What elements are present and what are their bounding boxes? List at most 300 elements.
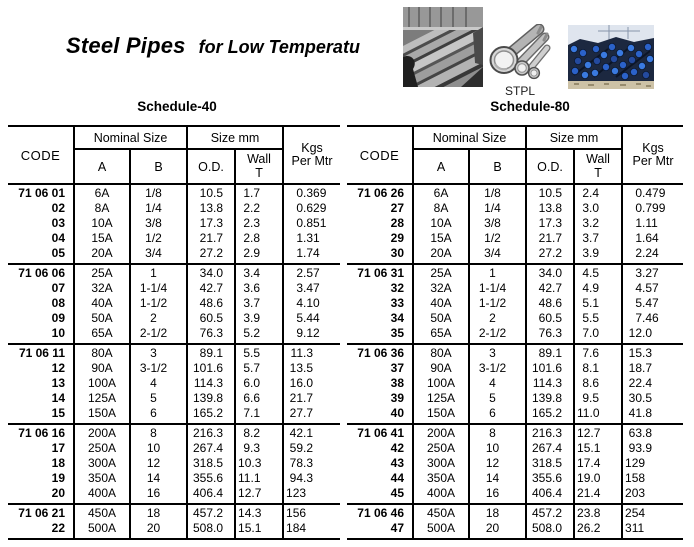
cell-code: 09 — [51, 311, 65, 325]
cell-nominal-a: 125A — [74, 391, 130, 406]
cell-kgs-per-mtr: 158 — [622, 471, 683, 486]
cell-wall-t-mm: 5.2 — [235, 326, 283, 344]
cell-wall-t-mm: 3.6 — [235, 281, 283, 296]
cell-nominal-b: 1-1/4 — [469, 281, 526, 296]
cell-nominal-a: 100A — [74, 376, 130, 391]
cell-od-mm: 17.3 — [187, 216, 235, 231]
cell-od-mm: 101.6 — [187, 361, 235, 376]
cell-kgs-per-mtr: 123 — [283, 486, 340, 504]
pipe-row — [8, 376, 340, 391]
cell-od-mm: 13.8 — [187, 201, 235, 216]
header-size-mm: Size mm — [526, 126, 622, 149]
cell-kgs-per-mtr: 4.10 — [283, 296, 340, 311]
pipe-bundle-photo — [489, 24, 551, 84]
cell-code: 07 — [51, 281, 65, 295]
cell-wall-t-mm: 8.2 — [235, 424, 283, 441]
cell-kgs-per-mtr: 0.629 — [283, 201, 340, 216]
cell-kgs-per-mtr: 18.7 — [622, 361, 683, 376]
pipe-row — [8, 406, 340, 424]
cell-od-mm: 60.5 — [187, 311, 235, 326]
pipe-row — [347, 441, 683, 456]
cell-wall-t-mm: 7.1 — [235, 406, 283, 424]
pipe-size-group — [347, 504, 683, 539]
cell-nominal-b: 8 — [469, 424, 526, 441]
cell-wall-t-mm: 2.8 — [235, 231, 283, 246]
cell-od-mm: 457.2 — [187, 504, 235, 521]
cell-code: 30 — [390, 246, 404, 260]
cell-od-mm: 76.3 — [526, 326, 574, 344]
cell-kgs-per-mtr: 1.11 — [622, 216, 683, 231]
cell-code: 71 06 16 — [18, 426, 65, 440]
cell-nominal-b: 2-1/2 — [469, 326, 526, 344]
cell-code: 71 06 06 — [18, 266, 65, 280]
cell-od-mm: 508.0 — [187, 521, 235, 539]
cell-od-mm: 101.6 — [526, 361, 574, 376]
pipe-row — [8, 246, 340, 264]
cell-kgs-per-mtr: 2.57 — [283, 264, 340, 281]
cell-nominal-b: 3 — [469, 344, 526, 361]
pipe-row — [8, 184, 340, 201]
cell-wall-t-mm: 5.7 — [235, 361, 283, 376]
cell-nominal-a: 25A — [74, 264, 130, 281]
page-title-subtitle: for Low Temperatu — [198, 37, 360, 57]
cell-nominal-b: 3 — [130, 344, 187, 361]
cell-kgs-per-mtr: 7.46 — [622, 311, 683, 326]
cell-nominal-b: 1/4 — [469, 201, 526, 216]
pipe-row — [8, 216, 340, 231]
cell-od-mm: 76.3 — [187, 326, 235, 344]
pipe-row — [347, 344, 683, 361]
cell-nominal-a: 350A — [74, 471, 130, 486]
pipe-row — [347, 376, 683, 391]
cell-wall-t-mm: 17.4 — [574, 456, 622, 471]
cell-kgs-per-mtr: 13.5 — [283, 361, 340, 376]
cell-od-mm: 355.6 — [187, 471, 235, 486]
cell-od-mm: 60.5 — [526, 311, 574, 326]
cell-od-mm: 27.2 — [526, 246, 574, 264]
warehouse-pipes-photo — [403, 7, 483, 87]
pipe-row — [8, 326, 340, 344]
pipe-row — [347, 264, 683, 281]
cell-od-mm: 34.0 — [187, 264, 235, 281]
pipe-size-group — [347, 424, 683, 504]
cell-kgs-per-mtr: 12.0 — [622, 326, 683, 344]
pipe-row — [347, 471, 683, 486]
cell-od-mm: 406.4 — [526, 486, 574, 504]
cell-nominal-a: 15A — [74, 231, 130, 246]
cell-kgs-per-mtr: 203 — [622, 486, 683, 504]
cell-nominal-b: 14 — [469, 471, 526, 486]
cell-nominal-a: 150A — [413, 406, 469, 424]
header-a: A — [74, 149, 130, 184]
cell-wall-t-mm: 8.1 — [574, 361, 622, 376]
cell-wall-t-mm: 4.5 — [574, 264, 622, 281]
cell-od-mm: 13.8 — [526, 201, 574, 216]
cell-kgs-per-mtr: 1.31 — [283, 231, 340, 246]
cell-od-mm: 10.5 — [187, 184, 235, 201]
cell-nominal-b: 5 — [469, 391, 526, 406]
cell-nominal-a: 8A — [74, 201, 130, 216]
cell-nominal-b: 1/4 — [130, 201, 187, 216]
cell-code: 13 — [51, 376, 65, 390]
header-code: CODE — [20, 147, 61, 163]
pipe-row — [347, 201, 683, 216]
cell-od-mm: 27.2 — [187, 246, 235, 264]
cell-wall-t-mm: 2.2 — [235, 201, 283, 216]
cell-wall-t-mm: 5.1 — [574, 296, 622, 311]
cell-od-mm: 48.6 — [526, 296, 574, 311]
cell-nominal-b: 12 — [469, 456, 526, 471]
cell-nominal-a: 500A — [413, 521, 469, 539]
cell-nominal-b: 10 — [130, 441, 187, 456]
pipe-row — [8, 231, 340, 246]
cell-wall-t-mm: 11.1 — [235, 471, 283, 486]
cell-od-mm: 17.3 — [526, 216, 574, 231]
cell-wall-t-mm: 5.5 — [235, 344, 283, 361]
cell-nominal-a: 40A — [413, 296, 469, 311]
cell-nominal-a: 10A — [413, 216, 469, 231]
cell-nominal-b: 14 — [130, 471, 187, 486]
pipe-row — [347, 486, 683, 504]
header-nominal-size: Nominal Size — [74, 126, 187, 149]
cell-od-mm: 21.7 — [526, 231, 574, 246]
blue-pipes-photo — [568, 25, 654, 89]
pipe-row — [347, 184, 683, 201]
cell-kgs-per-mtr: 21.7 — [283, 391, 340, 406]
cell-nominal-b: 16 — [130, 486, 187, 504]
cell-od-mm: 48.6 — [187, 296, 235, 311]
pipe-row — [8, 424, 340, 441]
cell-od-mm: 89.1 — [526, 344, 574, 361]
header-a: A — [413, 149, 469, 184]
cell-wall-t-mm: 9.5 — [574, 391, 622, 406]
cell-od-mm: 114.3 — [526, 376, 574, 391]
cell-nominal-a: 50A — [413, 311, 469, 326]
header-od: O.D. — [187, 149, 235, 184]
header-b: B — [469, 149, 526, 184]
cell-code: 18 — [51, 456, 65, 470]
pipe-size-group — [347, 344, 683, 424]
schedule-40-label: Schedule-40 — [137, 99, 217, 114]
cell-wall-t-mm: 3.4 — [235, 264, 283, 281]
cell-nominal-a: 450A — [74, 504, 130, 521]
pipe-row — [8, 264, 340, 281]
cell-nominal-a: 65A — [413, 326, 469, 344]
cell-kgs-per-mtr: 0.479 — [622, 184, 683, 201]
cell-wall-t-mm: 1.7 — [235, 184, 283, 201]
cell-kgs-per-mtr: 63.8 — [622, 424, 683, 441]
cell-nominal-a: 350A — [413, 471, 469, 486]
cell-od-mm: 42.7 — [187, 281, 235, 296]
cell-kgs-per-mtr: 1.64 — [622, 231, 683, 246]
cell-nominal-b: 10 — [469, 441, 526, 456]
cell-nominal-b: 20 — [130, 521, 187, 539]
cell-nominal-a: 80A — [74, 344, 130, 361]
cell-od-mm: 267.4 — [526, 441, 574, 456]
pipe-row — [8, 441, 340, 456]
cell-nominal-a: 65A — [74, 326, 130, 344]
cell-wall-t-mm: 2.3 — [235, 216, 283, 231]
cell-nominal-a: 150A — [74, 406, 130, 424]
cell-code: 33 — [390, 296, 404, 310]
schedule-80-table — [347, 125, 683, 540]
cell-code: 04 — [51, 231, 65, 245]
pipe-row — [347, 246, 683, 264]
pipe-size-group — [347, 264, 683, 344]
cell-code: 40 — [390, 406, 404, 420]
pipe-row — [347, 216, 683, 231]
cell-code: 71 06 36 — [357, 346, 404, 360]
cell-kgs-per-mtr: 4.57 — [622, 281, 683, 296]
cell-nominal-a: 8A — [413, 201, 469, 216]
cell-kgs-per-mtr: 5.47 — [622, 296, 683, 311]
cell-code: 19 — [51, 471, 65, 485]
cell-code: 47 — [390, 521, 404, 535]
cell-kgs-per-mtr: 27.7 — [283, 406, 340, 424]
cell-code: 27 — [390, 201, 404, 215]
cell-wall-t-mm: 3.7 — [235, 296, 283, 311]
cell-kgs-per-mtr: 59.2 — [283, 441, 340, 456]
cell-code: 71 06 21 — [18, 506, 65, 520]
cell-nominal-a: 200A — [74, 424, 130, 441]
cell-wall-t-mm: 23.8 — [574, 504, 622, 521]
cell-od-mm: 139.8 — [526, 391, 574, 406]
cell-code: 03 — [51, 216, 65, 230]
cell-nominal-b: 1/2 — [130, 231, 187, 246]
header-size-mm: Size mm — [187, 126, 283, 149]
cell-kgs-per-mtr: 156 — [283, 504, 340, 521]
cell-wall-t-mm: 21.4 — [574, 486, 622, 504]
cell-nominal-b: 6 — [469, 406, 526, 424]
header-od: O.D. — [526, 149, 574, 184]
cell-wall-t-mm: 3.0 — [574, 201, 622, 216]
cell-kgs-per-mtr: 78.3 — [283, 456, 340, 471]
cell-nominal-a: 400A — [413, 486, 469, 504]
pipe-size-group — [8, 344, 340, 424]
cell-nominal-b: 1-1/2 — [469, 296, 526, 311]
cell-code: 45 — [390, 486, 404, 500]
cell-code: 10 — [51, 326, 65, 340]
cell-od-mm: 21.7 — [187, 231, 235, 246]
cell-nominal-a: 20A — [413, 246, 469, 264]
cell-wall-t-mm: 7.6 — [574, 344, 622, 361]
cell-nominal-b: 1/8 — [130, 184, 187, 201]
cell-kgs-per-mtr: 0.369 — [283, 184, 340, 201]
cell-kgs-per-mtr: 16.0 — [283, 376, 340, 391]
cell-nominal-b: 3/8 — [130, 216, 187, 231]
cell-kgs-per-mtr: 3.27 — [622, 264, 683, 281]
cell-kgs-per-mtr: 0.799 — [622, 201, 683, 216]
cell-kgs-per-mtr: 11.3 — [283, 344, 340, 361]
cell-code: 02 — [51, 201, 65, 215]
pipe-size-group — [8, 264, 340, 344]
cell-od-mm: 139.8 — [187, 391, 235, 406]
cell-code: 71 06 01 — [18, 186, 65, 200]
cell-nominal-b: 3/8 — [469, 216, 526, 231]
cell-kgs-per-mtr: 41.8 — [622, 406, 683, 424]
pipe-row — [347, 406, 683, 424]
cell-code: 29 — [390, 231, 404, 245]
cell-nominal-a: 50A — [74, 311, 130, 326]
cell-kgs-per-mtr: 22.4 — [622, 376, 683, 391]
stpl-caption: STPL — [504, 84, 535, 98]
cell-nominal-a: 40A — [74, 296, 130, 311]
cell-code: 44 — [390, 471, 404, 485]
cell-od-mm: 216.3 — [526, 424, 574, 441]
pipe-row — [347, 231, 683, 246]
cell-code: 43 — [390, 456, 404, 470]
cell-nominal-a: 500A — [74, 521, 130, 539]
cell-nominal-a: 6A — [413, 184, 469, 201]
cell-nominal-b: 2 — [469, 311, 526, 326]
cell-od-mm: 165.2 — [187, 406, 235, 424]
cell-wall-t-mm: 6.6 — [235, 391, 283, 406]
cell-code: 15 — [51, 406, 65, 420]
cell-nominal-a: 100A — [413, 376, 469, 391]
pipe-row — [347, 521, 683, 539]
header-b: B — [130, 149, 187, 184]
cell-od-mm: 114.3 — [187, 376, 235, 391]
pipe-row — [8, 311, 340, 326]
cell-code: 71 06 31 — [357, 266, 404, 280]
pipe-row — [8, 281, 340, 296]
cell-kgs-per-mtr: 1.74 — [283, 246, 340, 264]
pipe-row — [8, 391, 340, 406]
cell-wall-t-mm: 15.1 — [235, 521, 283, 539]
page-title — [66, 33, 360, 59]
table-header — [8, 126, 340, 184]
cell-wall-t-mm: 10.3 — [235, 456, 283, 471]
cell-nominal-a: 20A — [74, 246, 130, 264]
pipe-size-group — [347, 184, 683, 264]
cell-nominal-a: 250A — [413, 441, 469, 456]
cell-kgs-per-mtr: 2.24 — [622, 246, 683, 264]
cell-wall-t-mm: 11.0 — [574, 406, 622, 424]
cell-kgs-per-mtr: 93.9 — [622, 441, 683, 456]
pipe-row — [347, 281, 683, 296]
cell-nominal-b: 2-1/2 — [130, 326, 187, 344]
header-kgs-per-mtr: Kgs Per Mtr — [283, 126, 340, 184]
cell-wall-t-mm: 6.0 — [235, 376, 283, 391]
cell-nominal-a: 90A — [74, 361, 130, 376]
header-code: CODE — [359, 147, 400, 163]
cell-nominal-b: 12 — [130, 456, 187, 471]
cell-nominal-a: 400A — [74, 486, 130, 504]
cell-nominal-b: 1 — [469, 264, 526, 281]
table-header — [347, 126, 683, 184]
cell-nominal-b: 8 — [130, 424, 187, 441]
page-title-main: Steel Pipes — [66, 33, 186, 58]
cell-nominal-a: 32A — [413, 281, 469, 296]
cell-od-mm: 318.5 — [526, 456, 574, 471]
cell-nominal-b: 4 — [469, 376, 526, 391]
cell-code: 37 — [390, 361, 404, 375]
pipe-row — [8, 361, 340, 376]
cell-nominal-b: 2 — [130, 311, 187, 326]
cell-wall-t-mm: 19.0 — [574, 471, 622, 486]
schedule-80-label: Schedule-80 — [490, 99, 570, 114]
cell-wall-t-mm: 7.0 — [574, 326, 622, 344]
cell-wall-t-mm: 15.1 — [574, 441, 622, 456]
cell-nominal-a: 300A — [74, 456, 130, 471]
cell-nominal-a: 125A — [413, 391, 469, 406]
cell-wall-t-mm: 26.2 — [574, 521, 622, 539]
cell-od-mm: 406.4 — [187, 486, 235, 504]
cell-kgs-per-mtr: 5.44 — [283, 311, 340, 326]
cell-code: 42 — [390, 441, 404, 455]
cell-od-mm: 508.0 — [526, 521, 574, 539]
cell-nominal-a: 450A — [413, 504, 469, 521]
pipe-row — [8, 201, 340, 216]
cell-code: 34 — [390, 311, 404, 325]
pipe-row — [347, 424, 683, 441]
cell-nominal-b: 1-1/4 — [130, 281, 187, 296]
cell-nominal-b: 1/8 — [469, 184, 526, 201]
cell-code: 35 — [390, 326, 404, 340]
cell-nominal-b: 1-1/2 — [130, 296, 187, 311]
cell-code: 71 06 46 — [357, 506, 404, 520]
cell-od-mm: 457.2 — [526, 504, 574, 521]
cell-nominal-b: 4 — [130, 376, 187, 391]
cell-code: 22 — [51, 521, 65, 535]
pipe-row — [347, 391, 683, 406]
cell-code: 12 — [51, 361, 65, 375]
header-nominal-size: Nominal Size — [413, 126, 526, 149]
cell-kgs-per-mtr: 94.3 — [283, 471, 340, 486]
cell-kgs-per-mtr: 311 — [622, 521, 683, 539]
cell-nominal-a: 6A — [74, 184, 130, 201]
cell-wall-t-mm: 2.9 — [235, 246, 283, 264]
cell-od-mm: 10.5 — [526, 184, 574, 201]
cell-od-mm: 267.4 — [187, 441, 235, 456]
pipe-row — [347, 361, 683, 376]
cell-wall-t-mm: 5.5 — [574, 311, 622, 326]
cell-od-mm: 89.1 — [187, 344, 235, 361]
cell-kgs-per-mtr: 9.12 — [283, 326, 340, 344]
pipe-row — [8, 471, 340, 486]
cell-nominal-b: 3-1/2 — [130, 361, 187, 376]
cell-wall-t-mm: 4.9 — [574, 281, 622, 296]
cell-kgs-per-mtr: 129 — [622, 456, 683, 471]
cell-nominal-b: 3/4 — [130, 246, 187, 264]
pipe-row — [347, 456, 683, 471]
pipe-size-group — [8, 424, 340, 504]
cell-kgs-per-mtr: 15.3 — [622, 344, 683, 361]
cell-od-mm: 42.7 — [526, 281, 574, 296]
cell-wall-t-mm: 3.9 — [235, 311, 283, 326]
pipe-row — [347, 326, 683, 344]
cell-code: 14 — [51, 391, 65, 405]
cell-code: 28 — [390, 216, 404, 230]
pipe-size-group — [8, 184, 340, 264]
cell-kgs-per-mtr: 184 — [283, 521, 340, 539]
cell-code: 39 — [390, 391, 404, 405]
cell-nominal-b: 1/2 — [469, 231, 526, 246]
cell-code: 38 — [390, 376, 404, 390]
header-kgs-per-mtr: Kgs Per Mtr — [622, 126, 683, 184]
cell-od-mm: 165.2 — [526, 406, 574, 424]
cell-nominal-a: 250A — [74, 441, 130, 456]
cell-kgs-per-mtr: 30.5 — [622, 391, 683, 406]
schedule-40-table — [8, 125, 340, 540]
cell-code: 05 — [51, 246, 65, 260]
cell-wall-t-mm: 9.3 — [235, 441, 283, 456]
cell-code: 71 06 41 — [357, 426, 404, 440]
pipe-row — [347, 296, 683, 311]
cell-wall-t-mm: 12.7 — [235, 486, 283, 504]
pipe-size-group — [8, 504, 340, 539]
cell-nominal-b: 3/4 — [469, 246, 526, 264]
